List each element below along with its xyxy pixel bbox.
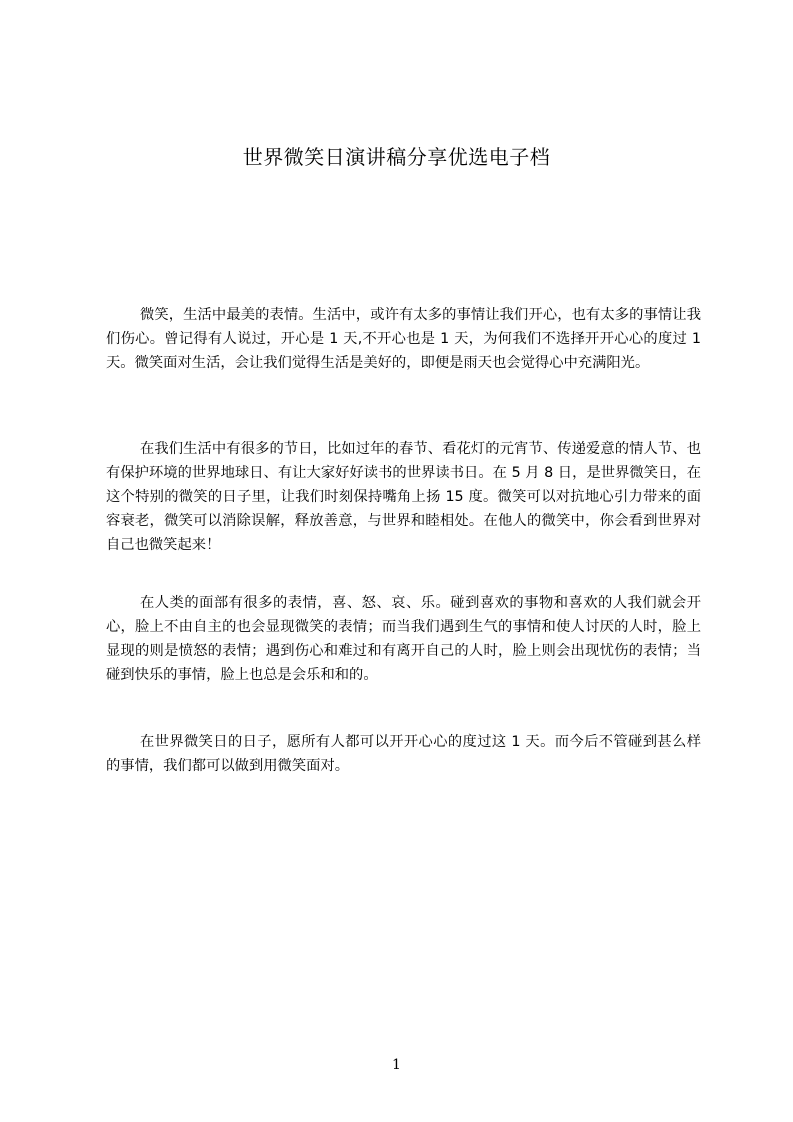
paragraph-4: 在世界微笑日的日子，愿所有人都可以开开心心的度过这 1 天。而今后不管碰到甚么样的事情，我们都可以做到用微笑面对。 — [106, 734, 701, 775]
page-number: 1 — [392, 1057, 401, 1073]
paragraph-1: 微笑，生活中最美的表情。生活中，或许有太多的事情让我们开心，也有太多的事情让我们伤心。曾记得有人说过，开心是 1 天,不开心也是 1 天，为何我们不选择开开心心的度过 1 天。微笑面对生活，会让我们觉得生活是美好的，即便是雨天也会觉得心中充满阳光。 — [106, 307, 701, 372]
paragraph-2: 在我们生活中有很多的节日，比如过年的春节、看花灯的元宵节、传递爱意的情人节、也有保护环境的世界地球日、有让大家好好读书的世界读书日。在 5 月 8 日，是世界微笑日，在这个特别的微笑的日子里，让我们时刻保持嘴角上扬 15 度。微笑可以对抗地心引力带来的面容衰老，微笑可以消除误解，释放善意，与世界和睦相处。在他人的微笑中，你会看到世界对自己也微笑起来！ — [106, 441, 701, 554]
document-title: 世界微笑日演讲稿分享优选电子档 — [242, 145, 551, 169]
paragraph-3: 在人类的面部有很多的表情，喜、怒、哀、乐。碰到喜欢的事物和喜欢的人我们就会开心，脸上不由自主的也会显现微笑的表情；而当我们遇到生气的事情和使人讨厌的人时，脸上显现的则是愤怒的表情；遇到伤心和难过和有离开自己的人时，脸上则会出现忧伤的表情；当碰到快乐的事情，脸上也总是会乐和和的。 — [106, 595, 701, 684]
